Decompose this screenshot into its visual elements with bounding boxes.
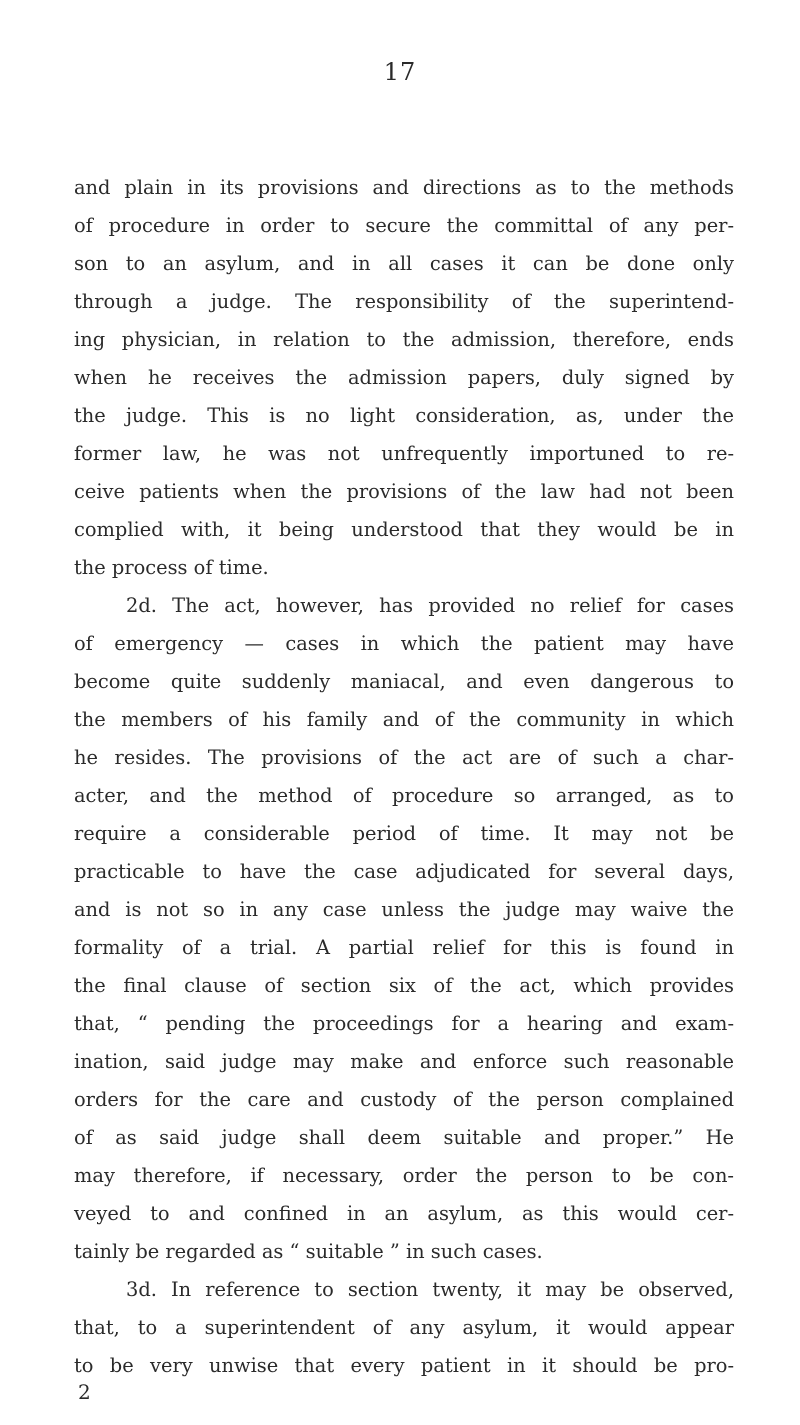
text-line: to be very unwise that every patient in it should be pro- (74, 1354, 734, 1377)
text-line: that, to a superintendent of any asylum, it would appear (74, 1316, 734, 1339)
text-line: ceive patients when the provisions of the law had not been (74, 480, 734, 503)
text-line: he resides. The provisions of the act are of such a char- (74, 746, 734, 769)
text-line: the final clause of section six of the act, which provides (74, 974, 734, 997)
text-line: practicable to have the case adjudicated for several days, (74, 860, 734, 883)
text-line: the process of time. (74, 556, 269, 579)
text-line: complied with, it being understood that they would be in (74, 518, 734, 541)
text-line: 3d. In reference to section twenty, it may be observed, (126, 1278, 734, 1301)
text-line: through a judge. The responsibility of the superintend- (74, 290, 734, 313)
text-line: may therefore, if necessary, order the person to be con- (74, 1164, 734, 1187)
text-line: that, “ pending the proceedings for a hearing and exam- (74, 1012, 734, 1035)
text-line: of procedure in order to secure the committal of any per- (74, 214, 734, 237)
text-line: son to an asylum, and in all cases it can be done only (74, 252, 734, 275)
text-line: tainly be regarded as “ suitable ” in such cases. (74, 1240, 543, 1263)
signature-mark: 2 (78, 1380, 91, 1404)
text-line: 2d. The act, however, has provided no relief for cases (126, 594, 734, 617)
text-line: orders for the care and custody of the person complained (74, 1088, 734, 1111)
text-line: ination, said judge may make and enforce such reasonable (74, 1050, 734, 1073)
text-line: of as said judge shall deem suitable and proper.” He (74, 1126, 734, 1149)
text-line: acter, and the method of procedure so arranged, as to (74, 784, 734, 807)
text-line: of emergency — cases in which the patient may have (74, 632, 734, 655)
text-line: ing physician, in relation to the admission, therefore, ends (74, 328, 734, 351)
text-line: formality of a trial. A partial relief for this is found in (74, 936, 734, 959)
text-line: former law, he was not unfrequently importuned to re- (74, 442, 734, 465)
text-line: when he receives the admission papers, duly signed by (74, 366, 734, 389)
text-line: and is not so in any case unless the judge may waive the (74, 898, 734, 921)
page-number: 17 (383, 58, 417, 86)
text-line: and plain in its provisions and directions as to the methods (74, 176, 734, 199)
text-line: veyed to and confined in an asylum, as this would cer- (74, 1202, 734, 1225)
text-line: the members of his family and of the community in which (74, 708, 734, 731)
text-line: the judge. This is no light consideration, as, under the (74, 404, 734, 427)
text-line: become quite suddenly maniacal, and even dangerous to (74, 670, 734, 693)
text-line: require a considerable period of time. It may not be (74, 822, 734, 845)
